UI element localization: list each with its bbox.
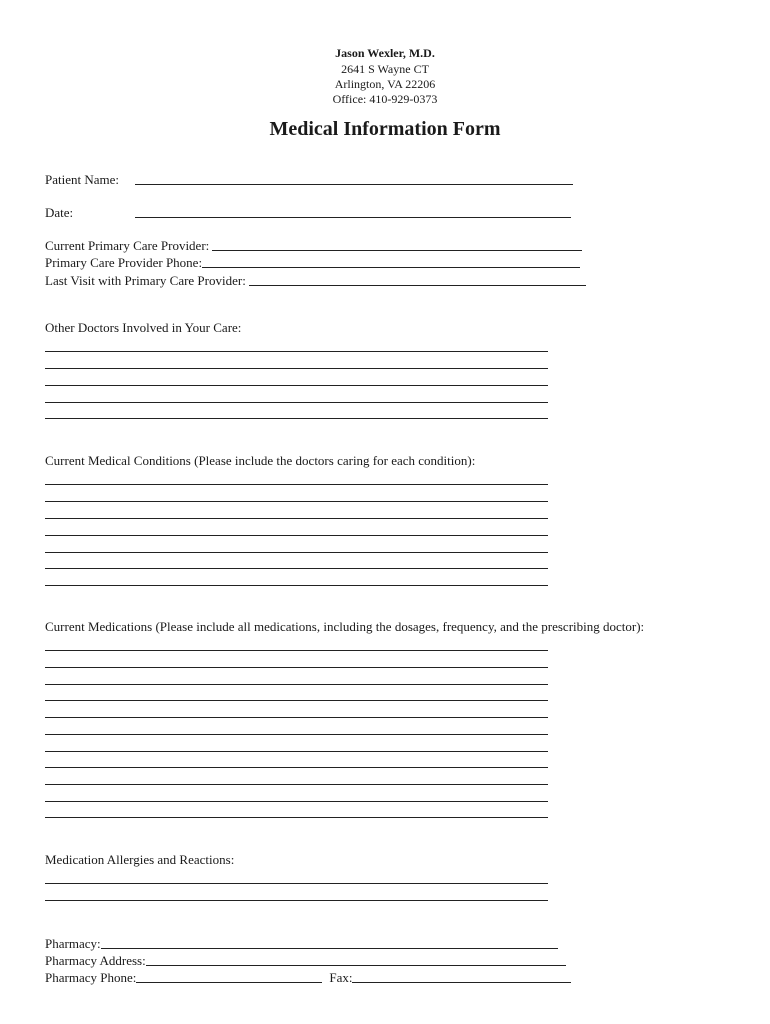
fax-field[interactable] <box>352 970 571 983</box>
other-doctors-line[interactable] <box>45 368 548 369</box>
patient-name-label: Patient Name: <box>45 172 120 187</box>
medications-line[interactable] <box>45 767 548 768</box>
date-row <box>45 204 571 221</box>
date-label: Date: <box>45 205 74 220</box>
conditions-line[interactable] <box>45 518 548 519</box>
medications-line[interactable] <box>45 700 548 701</box>
pharmacy-phone-field[interactable] <box>136 970 322 983</box>
conditions-line[interactable] <box>45 501 548 502</box>
medications-line[interactable] <box>45 784 548 785</box>
medications-line[interactable] <box>45 801 548 802</box>
allergies-line[interactable] <box>45 900 548 901</box>
medications-line[interactable] <box>45 717 548 718</box>
pharmacy-address-row <box>45 952 566 969</box>
other-doctors-line[interactable] <box>45 418 548 419</box>
patient-name-row <box>45 171 573 188</box>
pcp-field[interactable] <box>212 238 582 251</box>
city-state-zip: Arlington, VA 22206 <box>334 77 436 91</box>
pcp-phone-field[interactable] <box>202 255 580 268</box>
conditions-line[interactable] <box>45 585 548 586</box>
pharmacy-phone-row <box>45 969 571 986</box>
other-doctors-line[interactable] <box>45 402 548 403</box>
patient-name-field[interactable] <box>135 172 573 185</box>
conditions-line[interactable] <box>45 535 548 536</box>
allergies-label: Medication Allergies and Reactions: <box>45 852 235 867</box>
pharmacy-row <box>45 935 558 952</box>
last-visit-label: Last Visit with Primary Care Provider: <box>45 273 246 288</box>
conditions-label: Current Medical Conditions (Please include the doctors caring for each condition): <box>45 453 476 468</box>
pcp-row <box>45 237 582 254</box>
date-field[interactable] <box>135 205 571 218</box>
street-address: 2641 S Wayne CT <box>341 62 429 76</box>
conditions-line[interactable] <box>45 568 548 569</box>
office-phone: Office: 410-929-0373 <box>332 92 438 106</box>
medications-line[interactable] <box>45 650 548 651</box>
pcp-phone-row <box>45 254 580 271</box>
conditions-line[interactable] <box>45 484 548 485</box>
last-visit-field[interactable] <box>249 273 586 286</box>
medications-line[interactable] <box>45 734 548 735</box>
pharmacy-phone-label: Pharmacy Phone: <box>45 970 137 985</box>
medications-line[interactable] <box>45 667 548 668</box>
other-doctors-line[interactable] <box>45 351 548 352</box>
page-title: Medical Information Form <box>269 118 501 140</box>
allergies-line[interactable] <box>45 883 548 884</box>
medications-line[interactable] <box>45 751 548 752</box>
doctor-name: Jason Wexler, M.D. <box>335 46 435 60</box>
pcp-phone-label: Primary Care Provider Phone: <box>45 255 203 270</box>
pharmacy-field[interactable] <box>101 936 558 949</box>
pharmacy-address-label: Pharmacy Address: <box>45 953 146 968</box>
last-visit-row <box>45 272 586 289</box>
medications-line[interactable] <box>45 817 548 818</box>
medications-line[interactable] <box>45 684 548 685</box>
pcp-label: Current Primary Care Provider: <box>45 238 210 253</box>
other-doctors-line[interactable] <box>45 385 548 386</box>
medications-label: Current Medications (Please include all medications, including the dosages, frequency, and the prescribing doctor): <box>45 619 645 634</box>
fax-label: Fax: <box>329 970 353 985</box>
conditions-line[interactable] <box>45 552 548 553</box>
pharmacy-label: Pharmacy: <box>45 936 101 951</box>
pharmacy-address-field[interactable] <box>146 953 566 966</box>
other-doctors-label: Other Doctors Involved in Your Care: <box>45 320 242 335</box>
